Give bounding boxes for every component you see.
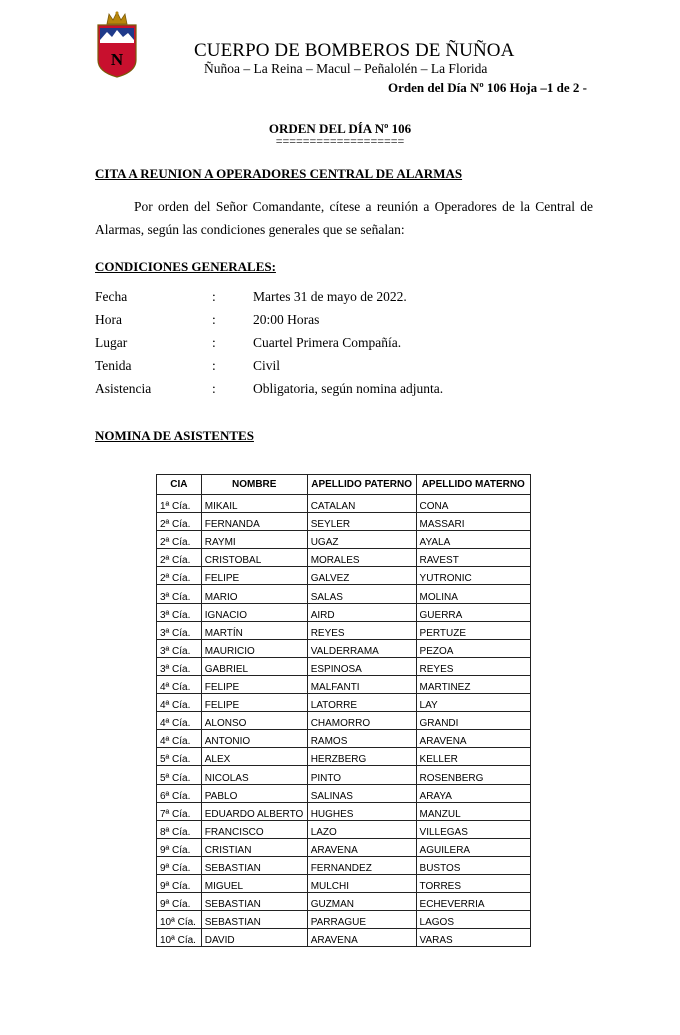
apellido-paterno-cell: SALINAS xyxy=(307,784,416,802)
apellido-paterno-cell: SALAS xyxy=(307,585,416,603)
apellido-materno-cell: ARAVENA xyxy=(416,730,530,748)
apellido-paterno-cell: RAMOS xyxy=(307,730,416,748)
table-row xyxy=(157,495,531,513)
table-row xyxy=(157,766,531,784)
table-row xyxy=(157,513,531,531)
table-row xyxy=(157,802,531,820)
apellido-materno-cell: REYES xyxy=(416,657,530,675)
nombre-cell: FELIPE xyxy=(201,675,307,693)
column-header-apellido-materno: APELLIDO MATERNO xyxy=(416,475,530,495)
condition-row-attendance xyxy=(95,381,595,403)
table-row xyxy=(157,929,531,947)
nombre-cell: SEBASTIAN xyxy=(201,911,307,929)
condition-label: Lugar xyxy=(95,335,128,350)
apellido-materno-cell: AYALA xyxy=(416,531,530,549)
apellido-materno-cell: RAVEST xyxy=(416,549,530,567)
table-row xyxy=(157,838,531,856)
apellido-paterno-cell: MALFANTI xyxy=(307,675,416,693)
apellido-paterno-cell: PARRAGUE xyxy=(307,911,416,929)
apellido-materno-cell: LAY xyxy=(416,694,530,712)
condition-label: Asistencia xyxy=(95,381,152,396)
cia-cell: 2ª Cía. xyxy=(157,513,202,531)
apellido-materno-cell: AGUILERA xyxy=(416,838,530,856)
apellido-materno-cell: MANZUL xyxy=(416,802,530,820)
table-row xyxy=(157,874,531,892)
table-header-row xyxy=(157,475,531,495)
nombre-cell: NICOLAS xyxy=(201,766,307,784)
apellido-materno-cell: VARAS xyxy=(416,929,530,947)
cia-cell: 10ª Cía. xyxy=(157,929,202,947)
table-row xyxy=(157,748,531,766)
condition-row-place xyxy=(95,335,595,357)
nombre-cell: FELIPE xyxy=(201,694,307,712)
apellido-paterno-cell: VALDERRAMA xyxy=(307,639,416,657)
table-row xyxy=(157,820,531,838)
condition-row-date xyxy=(95,289,595,311)
condition-value: Cuartel Primera Compañía. xyxy=(253,335,402,350)
apellido-paterno-cell: ESPINOSA xyxy=(307,657,416,675)
apellido-materno-cell: ARAYA xyxy=(416,784,530,802)
cia-cell: 3ª Cía. xyxy=(157,603,202,621)
apellido-paterno-cell: FERNANDEZ xyxy=(307,856,416,874)
cia-cell: 4ª Cía. xyxy=(157,712,202,730)
cia-cell: 3ª Cía. xyxy=(157,585,202,603)
apellido-paterno-cell: MULCHI xyxy=(307,874,416,892)
apellido-materno-cell: BUSTOS xyxy=(416,856,530,874)
cia-cell: 3ª Cía. xyxy=(157,621,202,639)
apellido-paterno-cell: PINTO xyxy=(307,766,416,784)
apellido-paterno-cell: GALVEZ xyxy=(307,567,416,585)
apellido-materno-cell: PEZOA xyxy=(416,639,530,657)
section-title-attendees: NOMINA DE ASISTENTES xyxy=(95,428,254,443)
order-page-indicator: Orden del Día Nº 106 Hoja –1 de 2 - xyxy=(388,80,587,95)
fire-department-crest-logo xyxy=(95,10,139,78)
apellido-paterno-cell: ARAVENA xyxy=(307,838,416,856)
cia-cell: 2ª Cía. xyxy=(157,531,202,549)
table-row xyxy=(157,621,531,639)
nombre-cell: EDUARDO ALBERTO xyxy=(201,802,307,820)
apellido-paterno-cell: GUZMAN xyxy=(307,893,416,911)
table-row xyxy=(157,531,531,549)
apellido-materno-cell: TORRES xyxy=(416,874,530,892)
apellido-paterno-cell: UGAZ xyxy=(307,531,416,549)
heading-divider: =================== xyxy=(275,134,405,148)
condition-separator: : xyxy=(212,381,216,396)
table-row xyxy=(157,585,531,603)
institution-title: CUERPO DE BOMBEROS DE ÑUÑOA xyxy=(194,40,515,61)
apellido-paterno-cell: REYES xyxy=(307,621,416,639)
table-row xyxy=(157,911,531,929)
attendees-table xyxy=(156,474,531,947)
apellido-materno-cell: ECHEVERRIA xyxy=(416,893,530,911)
condition-label: Hora xyxy=(95,312,122,327)
nombre-cell: ALONSO xyxy=(201,712,307,730)
apellido-paterno-cell: CHAMORRO xyxy=(307,712,416,730)
condition-separator: : xyxy=(212,289,216,304)
cia-cell: 9ª Cía. xyxy=(157,874,202,892)
nombre-cell: MARIO xyxy=(201,585,307,603)
column-header-cia: CIA xyxy=(157,475,202,495)
apellido-paterno-cell: SEYLER xyxy=(307,513,416,531)
condition-row-time xyxy=(95,312,595,334)
nombre-cell: MAURICIO xyxy=(201,639,307,657)
apellido-materno-cell: YUTRONIC xyxy=(416,567,530,585)
apellido-materno-cell: MOLINA xyxy=(416,585,530,603)
nombre-cell: SEBASTIAN xyxy=(201,893,307,911)
condition-row-attire xyxy=(95,358,595,380)
section-title-meeting: CITA A REUNION A OPERADORES CENTRAL DE ALARMAS xyxy=(95,166,463,181)
condition-label: Tenida xyxy=(95,358,132,373)
apellido-paterno-cell: MORALES xyxy=(307,549,416,567)
column-header-apellido-paterno: APELLIDO PATERNO xyxy=(307,475,416,495)
apellido-paterno-cell: AIRD xyxy=(307,603,416,621)
condition-value: 20:00 Horas xyxy=(253,312,320,327)
table-row xyxy=(157,675,531,693)
cia-cell: 7ª Cía. xyxy=(157,802,202,820)
institution-communes: Ñuñoa – La Reina – Macul – Peñalolén – La Florida xyxy=(204,61,488,76)
apellido-paterno-cell: LAZO xyxy=(307,820,416,838)
apellido-paterno-cell: HUGHES xyxy=(307,802,416,820)
table-row xyxy=(157,730,531,748)
nombre-cell: FERNANDA xyxy=(201,513,307,531)
table-row xyxy=(157,603,531,621)
cia-cell: 5ª Cía. xyxy=(157,766,202,784)
cia-cell: 2ª Cía. xyxy=(157,549,202,567)
condition-separator: : xyxy=(212,335,216,350)
apellido-paterno-cell: CATALAN xyxy=(307,495,416,513)
table-row xyxy=(157,893,531,911)
cia-cell: 8ª Cía. xyxy=(157,820,202,838)
apellido-materno-cell: PERTUZE xyxy=(416,621,530,639)
condition-value: Obligatoria, según nomina adjunta. xyxy=(253,381,444,396)
apellido-paterno-cell: ARAVENA xyxy=(307,929,416,947)
nombre-cell: ANTONIO xyxy=(201,730,307,748)
attendees-table-body xyxy=(157,495,531,947)
cia-cell: 6ª Cía. xyxy=(157,784,202,802)
table-row xyxy=(157,856,531,874)
nombre-cell: GABRIEL xyxy=(201,657,307,675)
apellido-materno-cell: MARTINEZ xyxy=(416,675,530,693)
nombre-cell: SEBASTIAN xyxy=(201,856,307,874)
nombre-cell: ALEX xyxy=(201,748,307,766)
table-row xyxy=(157,639,531,657)
cia-cell: 4ª Cía. xyxy=(157,694,202,712)
table-row xyxy=(157,694,531,712)
cia-cell: 9ª Cía. xyxy=(157,838,202,856)
cia-cell: 4ª Cía. xyxy=(157,730,202,748)
nombre-cell: CRISTIAN xyxy=(201,838,307,856)
nombre-cell: DAVID xyxy=(201,929,307,947)
nombre-cell: MARTÍN xyxy=(201,621,307,639)
intro-paragraph: Por orden del Señor Comandante, cítese a reunión a Operadores de la Central de Alarmas, según las condiciones generales que se señalan: xyxy=(95,199,593,237)
column-header-nombre: NOMBRE xyxy=(201,475,307,495)
cia-cell: 9ª Cía. xyxy=(157,856,202,874)
table-row xyxy=(157,657,531,675)
section-title-conditions: CONDICIONES GENERALES: xyxy=(95,259,276,274)
apellido-materno-cell: MASSARI xyxy=(416,513,530,531)
cia-cell: 1ª Cía. xyxy=(157,495,202,513)
apellido-materno-cell: CONA xyxy=(416,495,530,513)
apellido-materno-cell: GUERRA xyxy=(416,603,530,621)
apellido-materno-cell: ROSENBERG xyxy=(416,766,530,784)
apellido-materno-cell: GRANDI xyxy=(416,712,530,730)
nombre-cell: MIKAIL xyxy=(201,495,307,513)
apellido-materno-cell: VILLEGAS xyxy=(416,820,530,838)
nombre-cell: IGNACIO xyxy=(201,603,307,621)
nombre-cell: FELIPE xyxy=(201,567,307,585)
table-row xyxy=(157,567,531,585)
nombre-cell: RAYMI xyxy=(201,531,307,549)
nombre-cell: FRANCISCO xyxy=(201,820,307,838)
document-heading: ORDEN DEL DÍA Nº 106 xyxy=(268,121,412,136)
cia-cell: 4ª Cía. xyxy=(157,675,202,693)
condition-value: Martes 31 de mayo de 2022. xyxy=(253,289,407,304)
table-row xyxy=(157,712,531,730)
cia-cell: 5ª Cía. xyxy=(157,748,202,766)
cia-cell: 2ª Cía. xyxy=(157,567,202,585)
svg-text:N: N xyxy=(110,50,124,69)
nombre-cell: PABLO xyxy=(201,784,307,802)
table-row xyxy=(157,549,531,567)
cia-cell: 10ª Cía. xyxy=(157,911,202,929)
condition-separator: : xyxy=(212,312,216,327)
nombre-cell: MIGUEL xyxy=(201,874,307,892)
apellido-paterno-cell: LATORRE xyxy=(307,694,416,712)
cia-cell: 3ª Cía. xyxy=(157,639,202,657)
cia-cell: 9ª Cía. xyxy=(157,893,202,911)
nombre-cell: CRISTOBAL xyxy=(201,549,307,567)
condition-value: Civil xyxy=(253,358,281,373)
table-row xyxy=(157,784,531,802)
apellido-materno-cell: KELLER xyxy=(416,748,530,766)
condition-separator: : xyxy=(212,358,216,373)
cia-cell: 3ª Cía. xyxy=(157,657,202,675)
condition-label: Fecha xyxy=(95,289,128,304)
apellido-materno-cell: LAGOS xyxy=(416,911,530,929)
apellido-paterno-cell: HERZBERG xyxy=(307,748,416,766)
